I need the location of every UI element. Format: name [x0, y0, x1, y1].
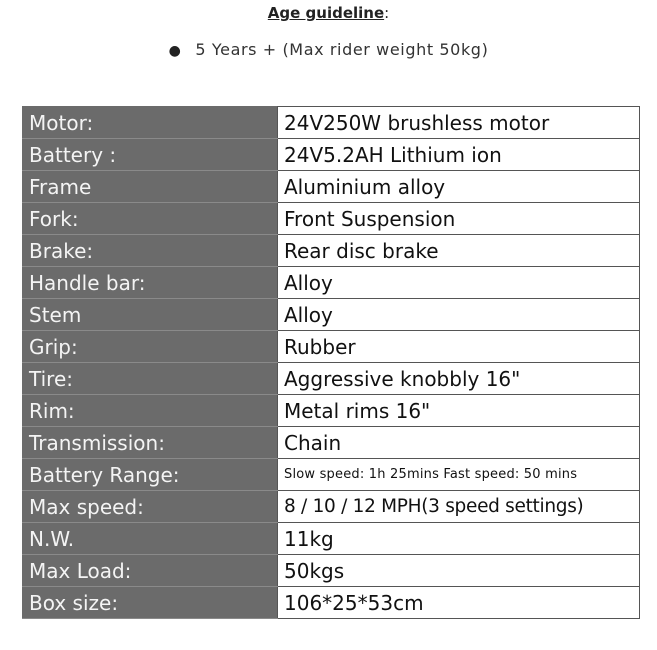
spec-row: [23, 363, 640, 395]
spec-row: [23, 299, 640, 331]
spec-value: Slow speed: 1h 25mins Fast speed: 50 mins: [278, 459, 640, 491]
spec-label: Fork:: [23, 203, 278, 235]
spec-value: 24V5.2AH Lithium ion: [278, 139, 640, 171]
age-guideline-colon: :: [384, 4, 390, 22]
spec-value: Alloy: [278, 267, 640, 299]
spec-label: Frame: [23, 171, 278, 203]
spec-row: [23, 491, 640, 523]
spec-row: [23, 331, 640, 363]
spec-value: Alloy: [278, 299, 640, 331]
spec-row: [23, 523, 640, 555]
spec-label: Transmission:: [23, 427, 278, 459]
spec-row: [23, 587, 640, 619]
spec-value: 24V250W brushless motor: [278, 107, 640, 139]
spec-row: [23, 139, 640, 171]
spec-value: Aluminium alloy: [278, 171, 640, 203]
spec-row: [23, 203, 640, 235]
age-guideline-heading: [0, 4, 657, 24]
spec-label: Max speed:: [23, 491, 278, 523]
spec-value: 11kg: [278, 523, 640, 555]
age-guideline-text: 5 Years + (Max rider weight 50kg): [195, 40, 489, 59]
spec-label: Battery :: [23, 139, 278, 171]
spec-value: Chain: [278, 427, 640, 459]
spec-label: Rim:: [23, 395, 278, 427]
spec-row: [23, 395, 640, 427]
spec-row: [23, 459, 640, 491]
spec-label: Stem: [23, 299, 278, 331]
spec-label: Handle bar:: [23, 267, 278, 299]
spec-value: Front Suspension: [278, 203, 640, 235]
age-guideline-bullet: [0, 40, 657, 62]
spec-row: [23, 267, 640, 299]
spec-label: Tire:: [23, 363, 278, 395]
spec-value: 50kgs: [278, 555, 640, 587]
spec-label: Max Load:: [23, 555, 278, 587]
spec-value: 106*25*53cm: [278, 587, 640, 619]
spec-label: N.W.: [23, 523, 278, 555]
spec-row: [23, 427, 640, 459]
spec-table: [22, 106, 640, 619]
spec-label: Brake:: [23, 235, 278, 267]
spec-value: Aggressive knobbly 16": [278, 363, 640, 395]
spec-label: Box size:: [23, 587, 278, 619]
spec-label: Motor:: [23, 107, 278, 139]
age-guideline-title: Age guideline: [267, 4, 385, 22]
spec-row: [23, 555, 640, 587]
spec-value: Metal rims 16": [278, 395, 640, 427]
bullet-dot-icon: ●: [168, 43, 182, 59]
spec-value: 8 / 10 / 12 MPH(3 speed settings): [278, 491, 640, 523]
spec-row: [23, 235, 640, 267]
spec-label: Grip:: [23, 331, 278, 363]
spec-value: Rubber: [278, 331, 640, 363]
spec-value: Rear disc brake: [278, 235, 640, 267]
spec-row: [23, 107, 640, 139]
spec-row: [23, 171, 640, 203]
spec-label: Battery Range:: [23, 459, 278, 491]
